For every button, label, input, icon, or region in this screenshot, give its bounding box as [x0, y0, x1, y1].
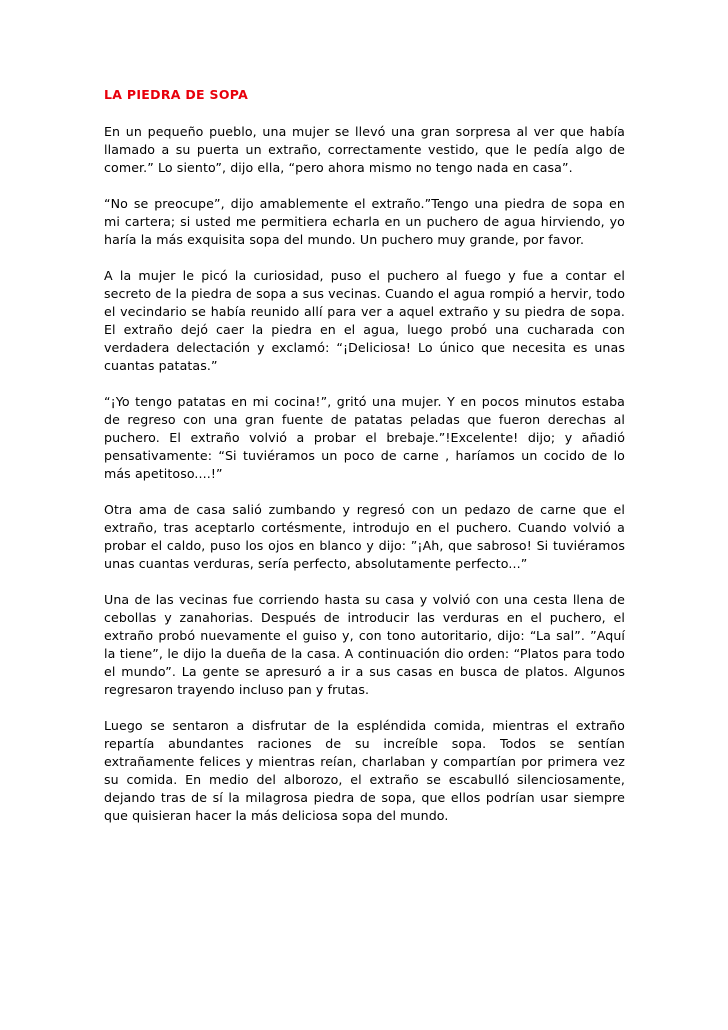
- paragraph-3: A la mujer le picó la curiosidad, puso el puchero al fuego y fue a contar el secreto de la piedra de sopa a sus vecinas. Cuando el agua rompió a hervir, todo el vecindario se había reunido allí para ver a aquel extraño y su piedra de sopa. El extraño dejó caer la piedra en el agua, luego probó una cucharada con verdadera delectación y exclamó: “¡Deliciosa! Lo único que necesita es unas cuantas patatas.”: [104, 268, 625, 373]
- document-page: [104, 86, 625, 843]
- paragraph-7: Luego se sentaron a disfrutar de la espléndida comida, mientras el extraño repartía abundantes raciones de su increíble sopa. Todos se sentían extrañamente felices y mientras reían, charlaban y compartían por primera vez su comida. En medio del alborozo, el extraño se escabulló silenciosamente, dejando tras de sí la milagrosa piedra de sopa, que ellos podrían usar siempre que quisieran hacer la más deliciosa sopa del mundo.: [104, 718, 625, 823]
- paragraph-5: Otra ama de casa salió zumbando y regresó con un pedazo de carne que el extraño, tras aceptarlo cortésmente, introdujo en el puchero. Cuando volvió a probar el caldo, puso los ojos en blanco y dijo: ”¡Ah, que sabroso! Si tuviéramos unas cuantas verduras, sería perfecto, absolutamente perfecto...”: [104, 502, 625, 571]
- paragraph-4: “¡Yo tengo patatas en mi cocina!”, gritó una mujer. Y en pocos minutos estaba de regreso con una gran fuente de patatas peladas que fueron derechas al puchero. El extraño volvió a probar el brebaje.”!Excelente! dijo; y añadió pensativamente: “Si tuviéramos un poco de carne , haríamos un cocido de lo más apetitoso....!”: [104, 394, 625, 481]
- paragraph-1: En un pequeño pueblo, una mujer se llevó una gran sorpresa al ver que había llamado a su puerta un extraño, correctamente vestido, que le pedía algo de comer.” Lo siento”, dijo ella, “pero ahora mismo no tengo nada en casa”.: [104, 124, 625, 175]
- document-title: LA PIEDRA DE SOPA: [104, 87, 249, 102]
- paragraph-6: Una de las vecinas fue corriendo hasta su casa y volvió con una cesta llena de cebollas y zanahorias. Después de introducir las verduras en el puchero, el extraño probó nuevamente el guiso y, con tono autoritario, dijo: “La sal”. ”Aquí la tiene”, le dijo la dueña de la casa. A continuación dio orden: “Platos para todo el mundo”. La gente se apresuró a ir a sus casas en busca de platos. Algunos regresaron trayendo incluso pan y frutas.: [104, 592, 625, 697]
- paragraph-2: “No se preocupe”, dijo amablemente el extraño.”Tengo una piedra de sopa en mi cartera; si usted me permitiera echarla en un puchero de agua hirviendo, yo haría la más exquisita sopa del mundo. Un puchero muy grande, por favor.: [104, 196, 625, 247]
